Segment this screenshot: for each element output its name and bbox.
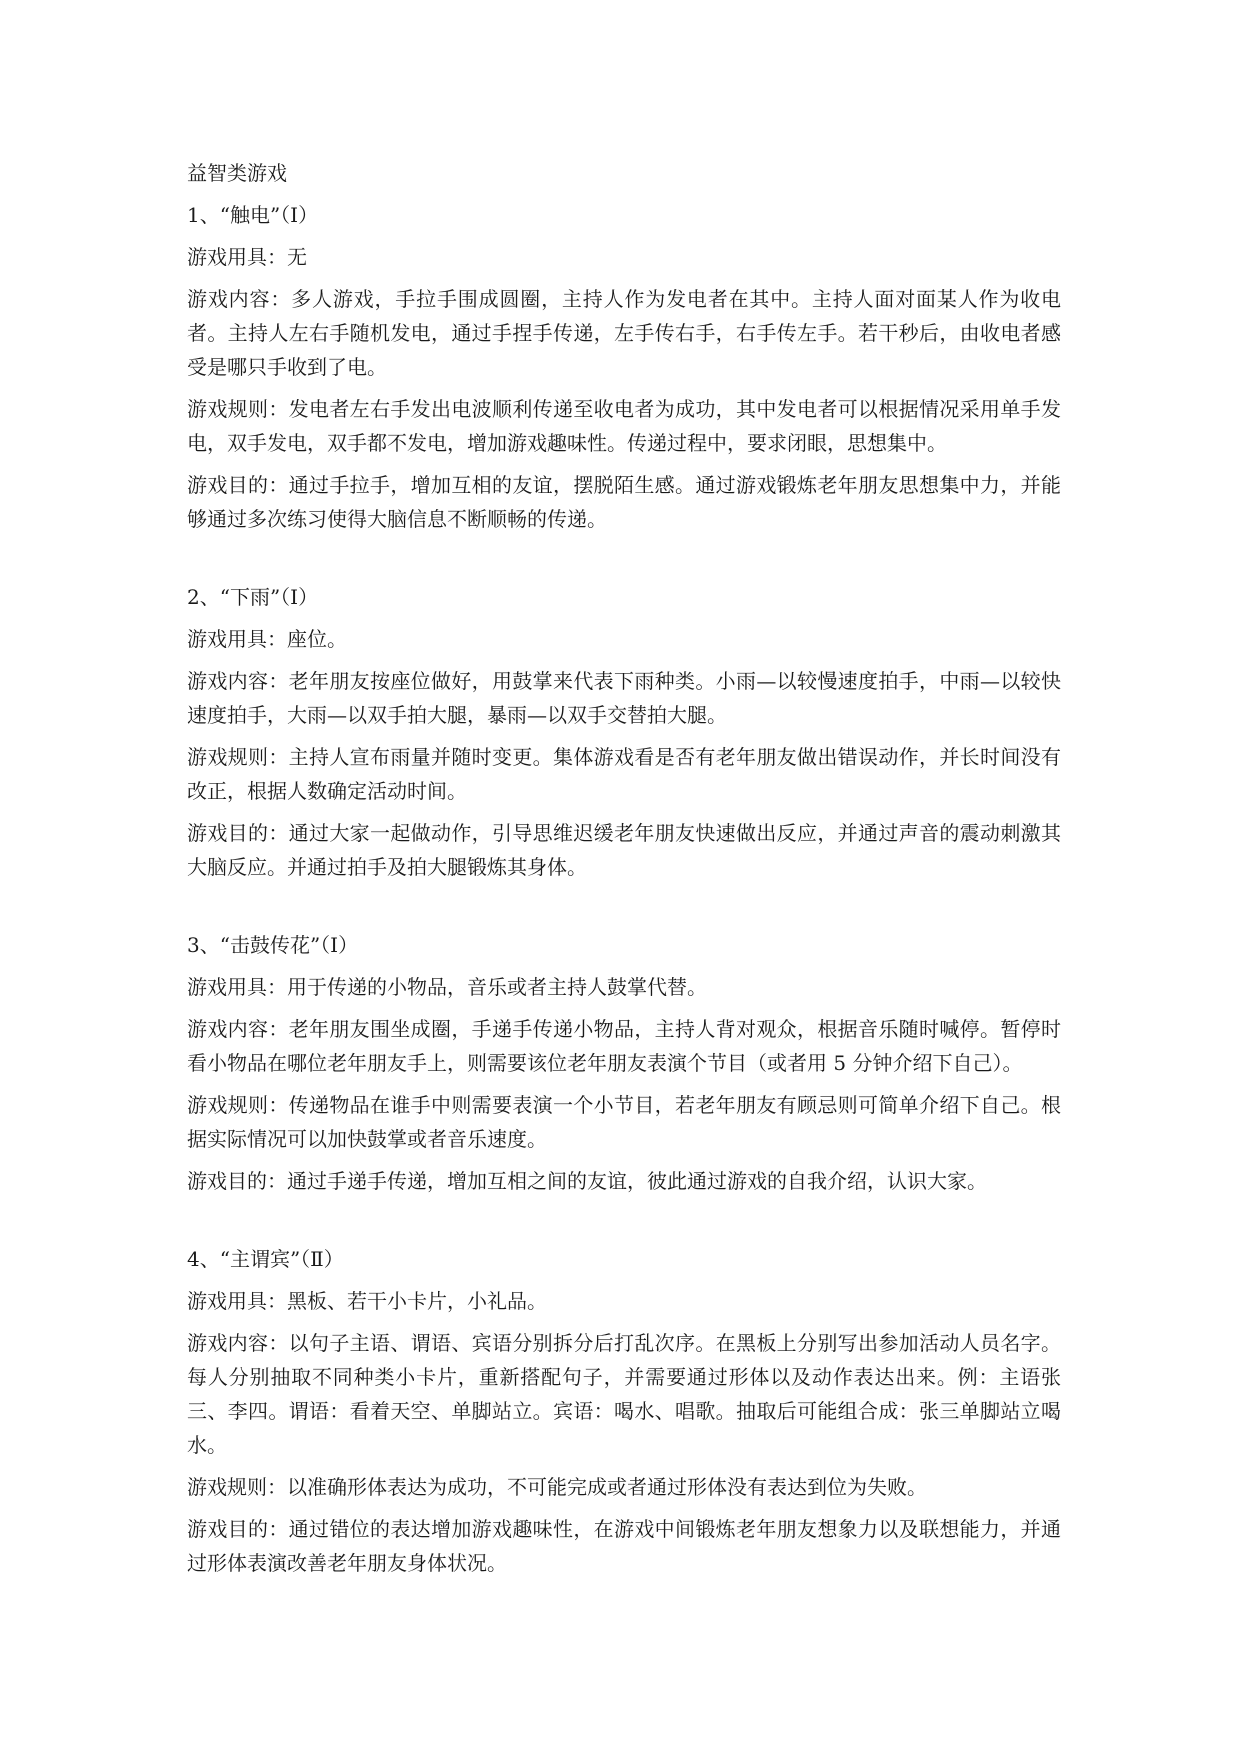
field-text: 无 xyxy=(287,245,307,269)
game-rules xyxy=(187,392,1061,460)
field-text: 通过手拉手，增加互相的友谊，摆脱陌生感。通过游戏锻炼老年朋友思想集中力，并能够通过多次练习使得大脑信息不断顺畅的传递。 xyxy=(187,473,1062,531)
game-content xyxy=(187,1012,1061,1080)
field-text: 发电者左右手发出电波顺利传递至收电者为成功，其中发电者可以根据情况采用单手发电，双手发电，双手都不发电，增加游戏趣味性。传递过程中，要求闭眼，思想集中。 xyxy=(187,397,1062,455)
document-title: 益智类游戏 xyxy=(187,161,287,185)
field-text: 黑板、若干小卡片，小礼品。 xyxy=(287,1289,547,1313)
field-label: 游戏规则： xyxy=(187,1093,289,1117)
field-text: 通过大家一起做动作，引导思维迟缓老年朋友快速做出反应，并通过声音的震动刺激其大脑反应。并通过拍手及拍大腿锻炼其身体。 xyxy=(187,821,1062,879)
section-heading: 1、“触电”（Ⅰ） xyxy=(187,203,319,227)
game-purpose xyxy=(187,1164,1061,1198)
field-text: 老年朋友围坐成圈，手递手传递小物品，主持人背对观众，根据音乐随时喊停。暂停时看小物品在哪位老年朋友手上，则需要该位老年朋友表演个节目（或者用 5 分钟介绍下自己）。 xyxy=(187,1017,1062,1075)
field-label: 游戏目的： xyxy=(187,473,289,497)
field-text: 以准确形体表达为成功，不可能完成或者通过形体没有表达到位为失败。 xyxy=(287,1475,927,1499)
field-label: 游戏规则： xyxy=(187,397,289,421)
field-text: 多人游戏，手拉手围成圆圈，主持人作为发电者在其中。主持人面对面某人作为收电者。主持人左右手随机发电，通过手捏手传递，左手传右手，右手传左手。若干秒后，由收电者感受是哪只手收到了电。 xyxy=(187,287,1062,379)
field-text: 老年朋友按座位做好，用鼓掌来代表下雨种类。小雨—以较慢速度拍手，中雨—以较快速度拍手，大雨—以双手拍大腿，暴雨—以双手交替拍大腿。 xyxy=(187,669,1062,727)
field-text: 传递物品在谁手中则需要表演一个小节目，若老年朋友有顾忌则可简单介绍下自己。根据实际情况可以加快鼓掌或者音乐速度。 xyxy=(187,1093,1062,1151)
game-rules xyxy=(187,740,1061,808)
game-content xyxy=(187,1326,1061,1462)
field-label: 游戏目的： xyxy=(187,1169,287,1193)
field-label: 游戏目的： xyxy=(187,1517,289,1541)
game-section xyxy=(187,1244,1061,1580)
field-label: 游戏内容： xyxy=(187,1331,289,1355)
field-text: 通过错位的表达增加游戏趣味性，在游戏中间锻炼老年朋友想象力以及联想能力，并通过形体表演改善老年朋友身体状况。 xyxy=(187,1517,1062,1575)
field-text: 座位。 xyxy=(287,627,347,651)
game-section xyxy=(187,200,1061,536)
section-heading: 4、“主谓宾”（Ⅱ） xyxy=(187,1247,344,1271)
section-heading: 3、“击鼓传花”（Ⅰ） xyxy=(187,933,359,957)
field-label: 游戏用具： xyxy=(187,975,287,999)
game-purpose xyxy=(187,468,1061,536)
game-rules xyxy=(187,1088,1061,1156)
field-text: 用于传递的小物品，音乐或者主持人鼓掌代替。 xyxy=(287,975,707,999)
field-label: 游戏内容： xyxy=(187,287,292,311)
section-heading: 2、“下雨”（Ⅰ） xyxy=(187,585,319,609)
field-text: 通过手递手传递，增加互相之间的友谊，彼此通过游戏的自我介绍，认识大家。 xyxy=(287,1169,987,1193)
field-label: 游戏目的： xyxy=(187,821,289,845)
field-text: 主持人宣布雨量并随时变更。集体游戏看是否有老年朋友做出错误动作，并长时间没有改正，根据人数确定活动时间。 xyxy=(187,745,1062,803)
game-equipment xyxy=(187,622,1061,656)
game-purpose xyxy=(187,1512,1061,1580)
game-purpose xyxy=(187,816,1061,884)
field-text: 以句子主语、谓语、宾语分别拆分后打乱次序。在黑板上分别写出参加活动人员名字。每人分别抽取不同种类小卡片，重新搭配句子，并需要通过形体以及动作表达出来。例：主语张三、李四。谓语：看着天空、单脚站立。宾语：喝水、唱歌。抽取后可能组合成：张三单脚站立喝水。 xyxy=(187,1331,1062,1457)
field-label: 游戏规则： xyxy=(187,1475,287,1499)
field-label: 游戏用具： xyxy=(187,627,287,651)
game-content xyxy=(187,664,1061,732)
field-label: 游戏内容： xyxy=(187,669,289,693)
field-label: 游戏用具： xyxy=(187,1289,287,1313)
game-section xyxy=(187,930,1061,1198)
field-label: 游戏规则： xyxy=(187,745,289,769)
field-label: 游戏内容： xyxy=(187,1017,289,1041)
game-equipment xyxy=(187,1284,1061,1318)
game-equipment xyxy=(187,240,1061,274)
game-section xyxy=(187,582,1061,884)
field-label: 游戏用具： xyxy=(187,245,287,269)
game-equipment xyxy=(187,970,1061,1004)
game-rules xyxy=(187,1470,1061,1504)
game-content xyxy=(187,282,1061,384)
